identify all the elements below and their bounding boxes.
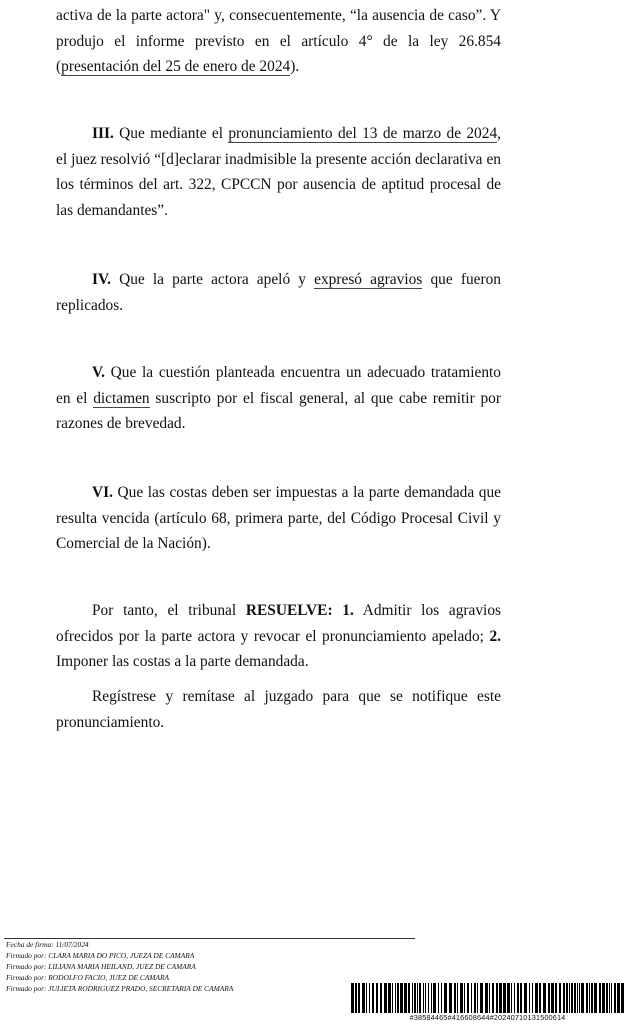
section-number: IV.	[92, 271, 111, 288]
signature-line: Firmado por: CLARA MARIA DO PICO, JUEZA DE CAMARA	[6, 951, 195, 960]
paragraph-resuelve: Por tanto, el tribunal RESUELVE: 1. Admitir los agravios ofrecidos por la parte actora y revocar el pronunciamiento apelado; 2. Imponer las costas a la parte demandada.	[56, 602, 502, 670]
item-number: 2.	[489, 627, 501, 645]
signature-line: Firmado por: RODOLFO FACIO, JUEZ DE CAMARA	[6, 973, 170, 982]
signature-line: Firmado por: JULIETA RODRIGUEZ PRADO, SECRETARIA DE CAMARA	[6, 984, 234, 993]
barcode-number: #38584465#416608644#20240710131500614	[409, 1013, 566, 1022]
paragraph-registrese: Regístrese y remítase al juzgado para que se notifique este pronunciamiento.	[56, 688, 501, 731]
paragraph-informe: activa de la parte actora" y, consecuentemente, “la ausencia de caso”. Y produjo el informe previsto en el artículo 4° de la ley 26.854 (presentación del 25 de enero de 2024).	[56, 7, 501, 75]
link-dictamen[interactable]: dictamen	[93, 389, 150, 407]
link-presentacion[interactable]: presentación del 25 de enero de 2024	[61, 58, 291, 75]
section-number: III.	[92, 125, 114, 142]
section-number: VI.	[92, 484, 113, 501]
signature-date: Fecha de firma: 11/07/2024	[6, 940, 89, 949]
barcode-icon	[351, 983, 624, 1015]
link-agravios[interactable]: expresó agravios	[314, 271, 423, 288]
section-number: V.	[92, 364, 105, 381]
resuelve-label: RESUELVE: 1.	[245, 602, 354, 619]
footer-divider	[4, 938, 415, 939]
signature-line: Firmado por: LILIANA MARIA HEILAND, JUEZ DE CAMARA	[6, 962, 196, 971]
paragraph-vi: VI. Que las costas deben ser impuestas a la parte demandada que resulta vencida (artículo 68, primera parte, del Código Procesal Civil y Comercial de la Nación).	[56, 484, 501, 552]
paragraph-v: V. Que la cuestión planteada encuentra un adecuado tratamiento en el dictamen suscripto por el fiscal general, al que cabe remitir por razones de brevedad.	[56, 364, 501, 432]
paragraph-iii: III. Que mediante el pronunciamiento del 13 de marzo de 2024, el juez resolvió “[d]eclarar inadmisible la presente acción declarativa en los términos del art. 322, CPCCN por ausencia de aptitud procesal de las demandantes”.	[56, 125, 501, 219]
paragraph-iv: IV. Que la parte actora apeló y expresó agravios que fueron replicados.	[56, 271, 501, 314]
link-pronunciamiento[interactable]: pronunciamiento del 13 de marzo de 2024	[228, 125, 498, 142]
